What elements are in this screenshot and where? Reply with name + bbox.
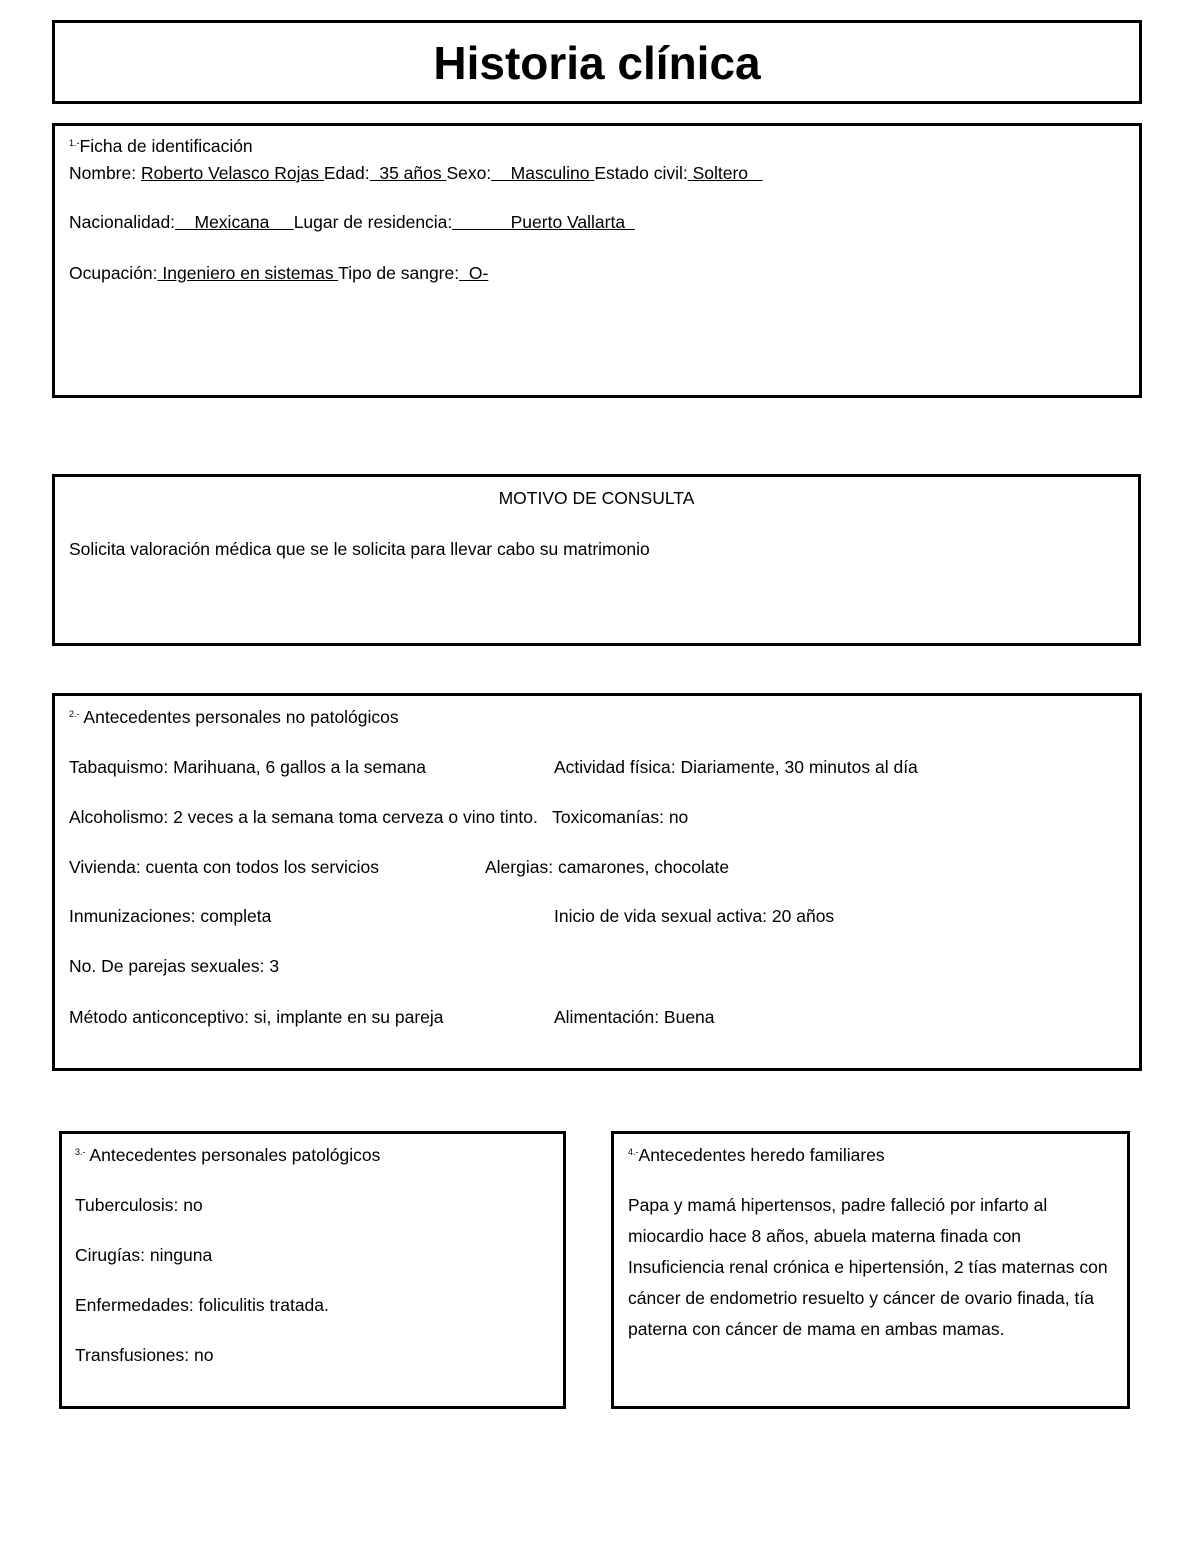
- section-heading: Antecedentes personales patológicos: [89, 1145, 381, 1165]
- section-number: 3.-: [75, 1147, 86, 1157]
- estado-civil-label: Estado civil:: [594, 163, 688, 183]
- section-heading: Ficha de identificación: [79, 136, 253, 156]
- tuberculosis-field: Tuberculosis: no: [75, 1195, 203, 1215]
- lugar-residencia-label: Lugar de residencia:: [293, 212, 453, 232]
- section-number: 2.-: [69, 709, 80, 719]
- nacionalidad-label: Nacionalidad:: [69, 212, 176, 232]
- nombre-value: Roberto Velasco Rojas: [140, 163, 324, 183]
- identification-row-1: [69, 162, 763, 184]
- section-heading: Antecedentes heredo familiares: [638, 1145, 885, 1165]
- identification-row-3: [69, 262, 488, 284]
- pathological-history-section: [59, 1131, 566, 1409]
- estado-civil-value: Soltero: [687, 163, 763, 183]
- non-pathological-history-section: [52, 693, 1142, 1071]
- metodo-anticonceptivo-field: Método anticonceptivo: si, implante en su pareja: [69, 1007, 444, 1027]
- title-box: [52, 20, 1142, 104]
- parejas-sexuales-field: No. De parejas sexuales: 3: [69, 956, 280, 976]
- ocupacion-label: Ocupación:: [69, 263, 158, 283]
- edad-label: Edad:: [323, 163, 370, 183]
- inicio-vida-sexual-field: Inicio de vida sexual activa: 20 años: [554, 906, 835, 926]
- pathological-heading: [75, 1144, 380, 1166]
- section-number: 4.-: [628, 1147, 639, 1157]
- nacionalidad-value: Mexicana: [175, 212, 294, 232]
- identification-heading: [69, 135, 253, 157]
- lugar-residencia-value: Puerto Vallarta: [452, 212, 635, 232]
- edad-value: 35 años: [369, 163, 447, 183]
- nombre-label: Nombre:: [69, 163, 137, 183]
- family-history-heading: [628, 1144, 885, 1166]
- vivienda-field: Vivienda: cuenta con todos los servicios: [69, 857, 379, 877]
- page-title: Historia clínica: [433, 37, 761, 89]
- sexo-label: Sexo:: [446, 163, 492, 183]
- actividad-fisica-field: Actividad física: Diariamente, 30 minutos al día: [554, 757, 918, 777]
- family-history-section: [611, 1131, 1130, 1409]
- non-pathological-heading: [69, 706, 399, 728]
- identification-row-2: [69, 211, 635, 233]
- cirugias-field: Cirugías: ninguna: [75, 1245, 213, 1265]
- enfermedades-field: Enfermedades: foliculitis tratada.: [75, 1295, 329, 1315]
- section-heading: Antecedentes personales no patológicos: [83, 707, 399, 727]
- tipo-sangre-label: Tipo de sangre:: [338, 263, 460, 283]
- tipo-sangre-value: O-: [459, 263, 489, 283]
- alcoholismo-field: Alcoholismo: 2 veces a la semana toma cerveza o vino tinto. Toxicomanías: no: [69, 807, 689, 827]
- section-number: 1.-: [69, 138, 80, 148]
- sexo-value: Masculino: [491, 163, 595, 183]
- tabaquismo-field: Tabaquismo: Marihuana, 6 gallos a la semana: [69, 757, 427, 777]
- family-history-text: Papa y mamá hipertensos, padre falleció por infarto al miocardio hace 8 años, abuela materna finada con Insuficiencia renal crónica e hipertensión, 2 tías maternas con cáncer de endometrio resuelto y cáncer de ovario finada, tía paterna con cáncer de mama en ambas mamas.: [628, 1195, 1108, 1339]
- alimentacion-field: Alimentación: Buena: [554, 1007, 715, 1027]
- consultation-reason-section: [52, 474, 1141, 646]
- transfusiones-field: Transfusiones: no: [75, 1345, 214, 1365]
- identification-section: [52, 123, 1142, 398]
- ocupacion-value: Ingeniero en sistemas: [157, 263, 339, 283]
- inmunizaciones-field: Inmunizaciones: completa: [69, 906, 272, 926]
- consultation-reason-text: Solicita valoración médica que se le solicita para llevar cabo su matrimonio: [69, 539, 650, 559]
- alergias-field: Alergias: camarones, chocolate: [485, 857, 730, 877]
- consultation-reason-heading: MOTIVO DE CONSULTA: [498, 488, 695, 508]
